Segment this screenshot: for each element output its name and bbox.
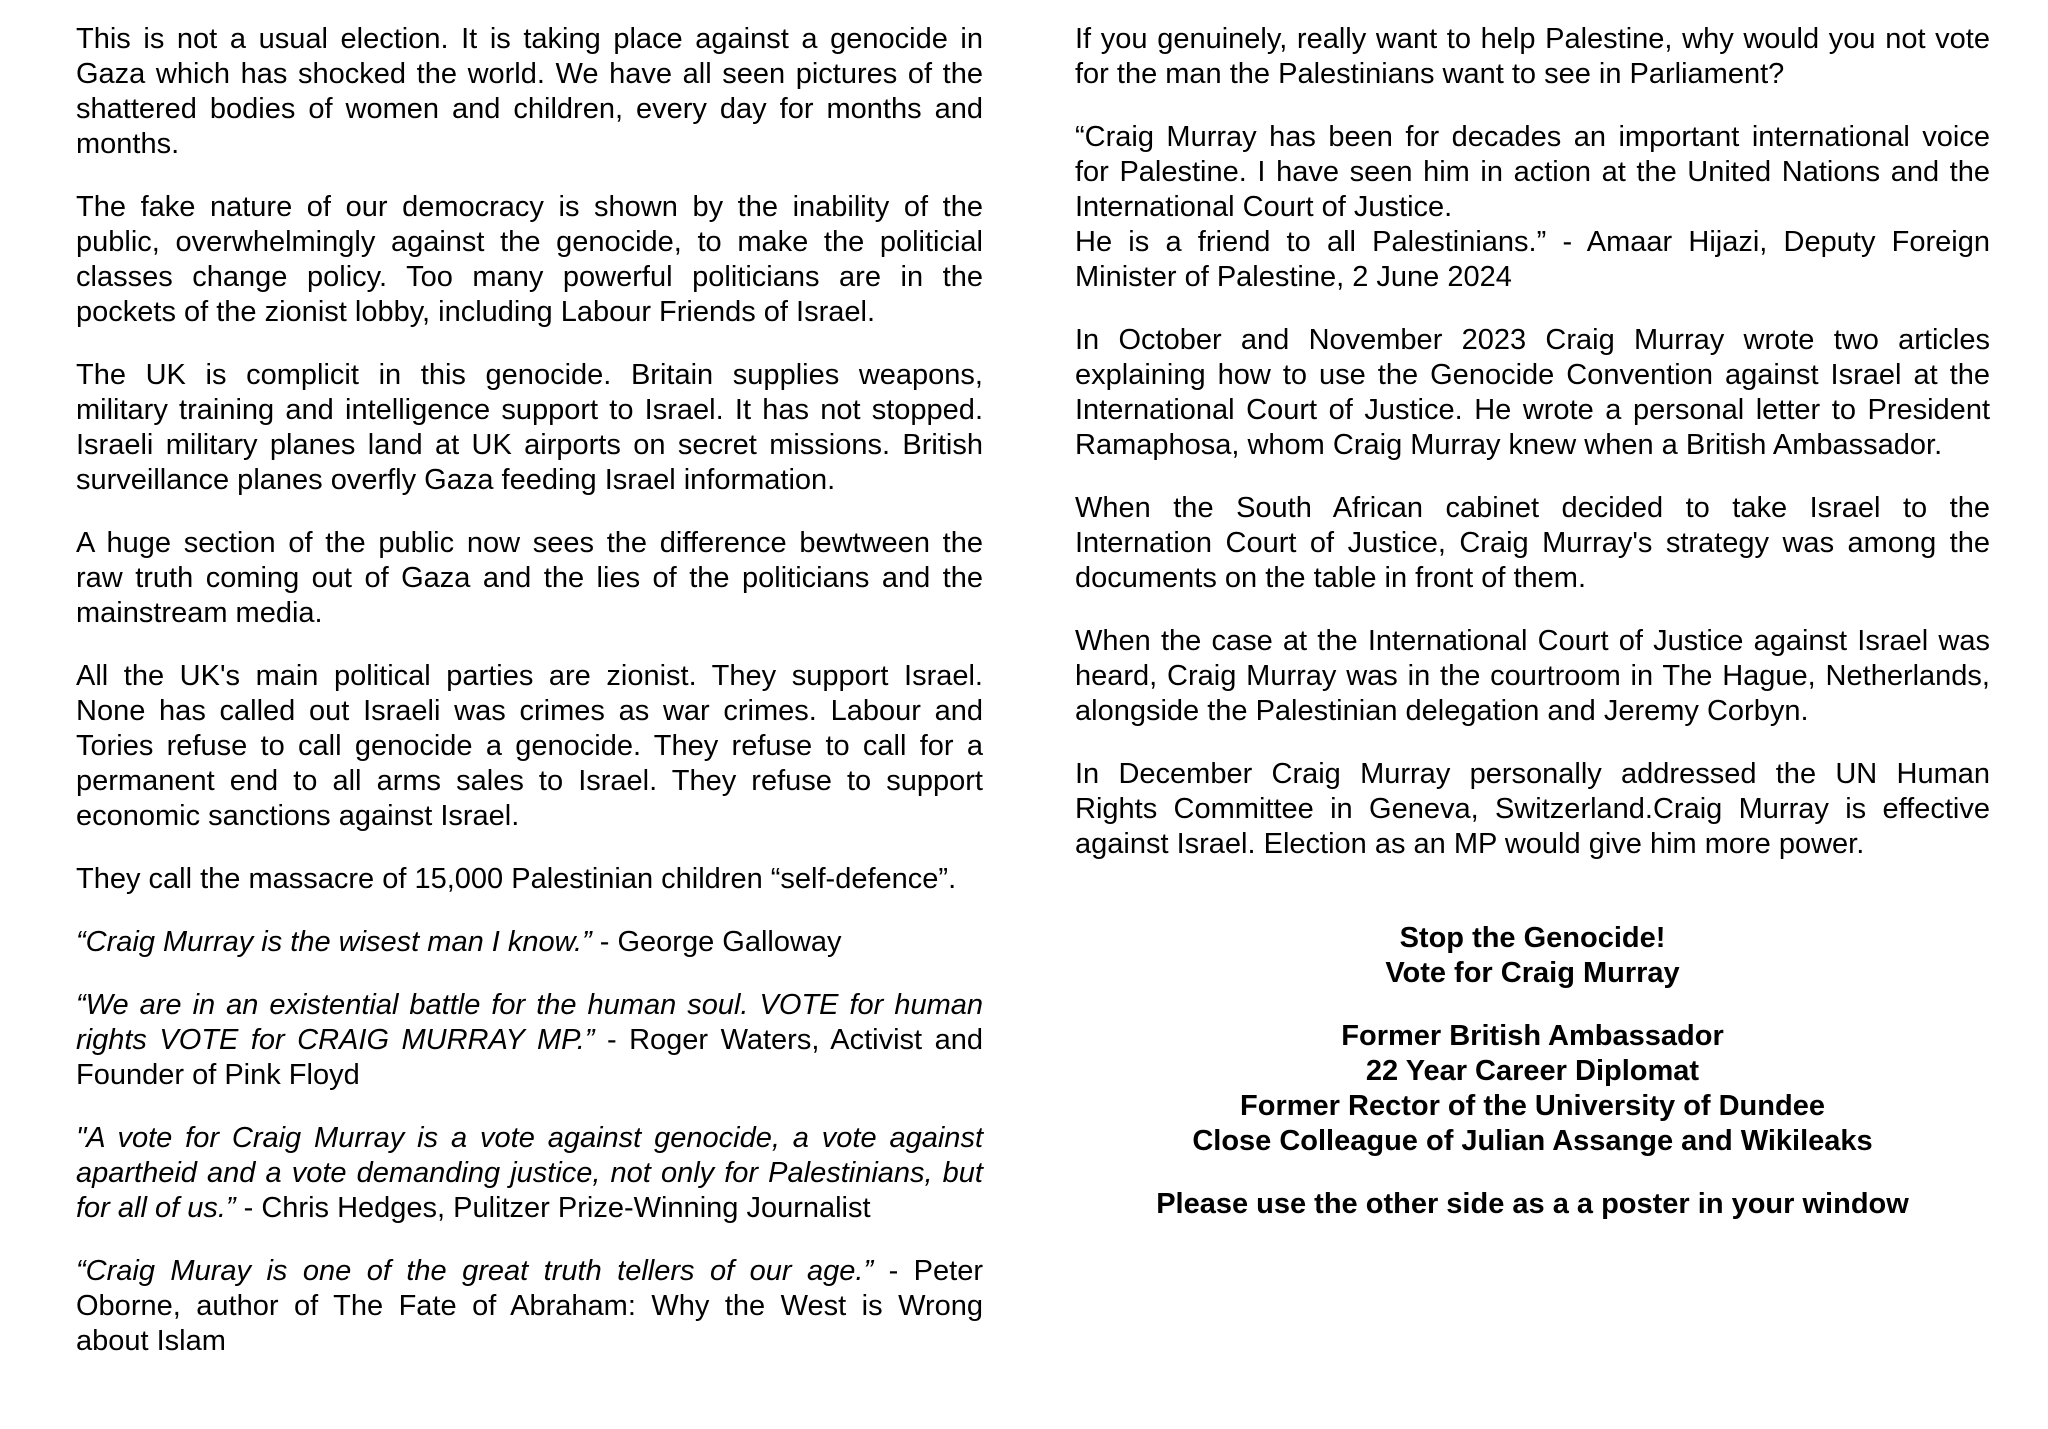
paragraph-uk-complicit: [76, 358, 983, 498]
text-line: [76, 1254, 983, 1289]
text-line: [1075, 491, 1990, 526]
text-line: [1075, 225, 1990, 260]
text-line: [76, 358, 983, 393]
text-run: Close Colleague of Julian Assange and Wikileaks: [1192, 1125, 1873, 1157]
text-run: Stop the Genocide!: [1399, 922, 1666, 954]
left-column: [76, 22, 983, 1387]
text-line: [76, 799, 983, 834]
text-run: heard, Craig Murray was in the courtroom in The Hague, Netherlands,: [1075, 660, 1990, 692]
text-line: [76, 1121, 983, 1156]
italic-text-run: apartheid and a vote demanding justice, not only for Palestinians, but: [76, 1157, 983, 1189]
text-line: [76, 659, 983, 694]
text-run: permanent end to all arms sales to Israel. They refuse to support: [76, 765, 983, 797]
paragraph-articles-2023: [1075, 323, 1990, 463]
text-run: Rights Committee in Geneva, Switzerland.Craig Murray is effective: [1075, 793, 1990, 825]
text-line: [76, 22, 983, 57]
poster-instruction: [1075, 1187, 1990, 1222]
text-line: [1075, 120, 1990, 155]
text-run: Internation Court of Justice, Craig Murray's strategy was among the: [1075, 527, 1990, 559]
text-line: [1075, 22, 1990, 57]
text-run: They call the massacre of 15,000 Palestinian children “self-defence”.: [76, 863, 957, 895]
quote-peter-oborne: [76, 1254, 983, 1359]
text-run: for Palestine. I have seen him in action at the United Nations and the: [1075, 156, 1990, 188]
text-line: [1075, 792, 1990, 827]
text-run: Founder of Pink Floyd: [76, 1059, 360, 1091]
text-line: [1075, 428, 1990, 463]
text-line: [1075, 827, 1990, 862]
text-run: Minister of Palestine, 2 June 2024: [1075, 261, 1512, 293]
right-column: [1075, 22, 1990, 1250]
text-run: International Court of Justice.: [1075, 191, 1453, 223]
text-run: Ramaphosa, whom Craig Murray knew when a British Ambassador.: [1075, 429, 1943, 461]
text-line: [1075, 155, 1990, 190]
text-line: [76, 596, 983, 631]
text-run: for the man the Palestinians want to see in Parliament?: [1075, 58, 1785, 90]
paragraph-un-human-rights: [1075, 757, 1990, 862]
text-line: [1075, 921, 1990, 956]
text-line: [1075, 260, 1990, 295]
text-run: Former Rector of the University of Dundee: [1240, 1090, 1825, 1122]
text-run: economic sanctions against Israel.: [76, 800, 520, 832]
text-run: about Islam: [76, 1325, 226, 1357]
text-line: [1075, 1187, 1990, 1222]
text-line: [76, 729, 983, 764]
text-run: This is not a usual election. It is taking place against a genocide in: [76, 23, 983, 55]
text-run: military training and intelligence support to Israel. It has not stopped.: [76, 394, 983, 426]
paragraph-self-defence: [76, 862, 983, 897]
text-run: When the South African cabinet decided to take Israel to the: [1075, 492, 1990, 524]
text-run: documents on the table in front of them.: [1075, 562, 1587, 594]
paragraph-election: [76, 22, 983, 162]
text-run: months.: [76, 128, 180, 160]
text-line: [76, 393, 983, 428]
italic-text-run: “Craig Muray is one of the great truth tellers of our age.”: [76, 1255, 874, 1287]
text-run: Tories refuse to call genocide a genocide. They refuse to call for a: [76, 730, 983, 762]
text-line: [76, 988, 983, 1023]
text-line: [76, 862, 983, 897]
credentials-list: [1075, 1019, 1990, 1159]
italic-text-run: "A vote for Craig Murray is a vote against genocide, a vote against: [76, 1122, 983, 1154]
text-run: against Israel. Election as an MP would give him more power.: [1075, 828, 1865, 860]
text-line: [76, 225, 983, 260]
text-run: shattered bodies of women and children, every day for months and: [76, 93, 983, 125]
text-line: [76, 1023, 983, 1058]
text-line: [1075, 1089, 1990, 1124]
text-line: [76, 295, 983, 330]
text-line: [76, 1156, 983, 1191]
text-run: - Peter: [873, 1255, 984, 1287]
text-run: surveillance planes overfly Gaza feeding Israel information.: [76, 464, 836, 496]
text-line: [1075, 1124, 1990, 1159]
text-line: [1075, 624, 1990, 659]
text-run: - George Galloway: [591, 926, 842, 958]
text-line: [1075, 526, 1990, 561]
italic-text-run: for all of us.”: [76, 1192, 236, 1224]
italic-text-run: rights VOTE for CRAIG MURRAY MP.”: [76, 1024, 595, 1056]
quote-george-galloway: [76, 925, 983, 960]
text-run: - Roger Waters, Activist and: [594, 1024, 983, 1056]
text-line: [76, 1058, 983, 1093]
text-line: [1075, 694, 1990, 729]
text-line: [76, 57, 983, 92]
text-line: [76, 190, 983, 225]
text-run: If you genuinely, really want to help Palestine, why would you not vote: [1075, 23, 1990, 55]
text-run: explaining how to use the Genocide Convention against Israel at the: [1075, 359, 1990, 391]
text-run: In October and November 2023 Craig Murray wrote two articles: [1075, 324, 1990, 356]
text-line: [76, 260, 983, 295]
paragraph-parties-zionist: [76, 659, 983, 834]
text-line: [1075, 358, 1990, 393]
text-run: Vote for Craig Murray: [1385, 957, 1680, 989]
text-run: mainstream media.: [76, 597, 323, 629]
text-line: [76, 526, 983, 561]
text-run: classes change policy. Too many powerful politicians are in the: [76, 261, 983, 293]
text-run: raw truth coming out of Gaza and the lies of the politicians and the: [76, 562, 983, 594]
text-run: 22 Year Career Diplomat: [1365, 1055, 1700, 1087]
text-line: [76, 1289, 983, 1324]
text-line: [76, 463, 983, 498]
text-run: A huge section of the public now sees the difference bewtween the: [76, 527, 983, 559]
text-line: [1075, 757, 1990, 792]
italic-text-run: “We are in an existential battle for the human soul. VOTE for human: [76, 989, 983, 1021]
paragraph-south-africa: [1075, 491, 1990, 596]
paragraph-icj-hearing: [1075, 624, 1990, 729]
text-run: The fake nature of our democracy is shown by the inability of the: [76, 191, 983, 223]
text-run: None has called out Israeli was crimes as war crimes. Labour and: [76, 695, 983, 727]
text-line: [1075, 57, 1990, 92]
text-run: In December Craig Murray personally addressed the UN Human: [1075, 758, 1990, 790]
text-run: Please use the other side as a a poster in your window: [1156, 1188, 1909, 1220]
text-run: When the case at the International Court of Justice against Israel was: [1075, 625, 1990, 657]
text-run: Gaza which has shocked the world. We have all seen pictures of the: [76, 58, 983, 90]
paragraph-democracy: [76, 190, 983, 330]
text-run: International Court of Justice. He wrote a personal letter to President: [1075, 394, 1990, 426]
text-line: [1075, 561, 1990, 596]
paragraph-help-palestine: [1075, 22, 1990, 92]
quote-amaar-hijazi: [1075, 120, 1990, 295]
paragraph-public-sees: [76, 526, 983, 631]
text-run: The UK is complicit in this genocide. Britain supplies weapons,: [76, 359, 983, 391]
text-run: “Craig Murray has been for decades an important international voice: [1075, 121, 1990, 153]
text-line: [76, 428, 983, 463]
text-line: [1075, 659, 1990, 694]
text-line: [76, 127, 983, 162]
text-run: public, overwhelmingly against the genocide, to make the politicial: [76, 226, 983, 258]
text-line: [76, 925, 983, 960]
text-line: [76, 561, 983, 596]
text-line: [1075, 956, 1990, 991]
text-run: Israeli military planes land at UK airports on secret missions. British: [76, 429, 983, 461]
text-run: Former British Ambassador: [1341, 1020, 1724, 1052]
quote-roger-waters: [76, 988, 983, 1093]
text-run: All the UK's main political parties are zionist. They support Israel.: [76, 660, 983, 692]
text-run: Oborne, author of The Fate of Abraham: Why the West is Wrong: [76, 1290, 983, 1322]
text-line: [1075, 393, 1990, 428]
text-line: [76, 1324, 983, 1359]
italic-text-run: “Craig Murray is the wisest man I know.”: [76, 926, 592, 958]
text-run: alongside the Palestinian delegation and Jeremy Corbyn.: [1075, 695, 1809, 727]
headline-stop-genocide: [1075, 921, 1990, 991]
text-line: [1075, 190, 1990, 225]
text-line: [1075, 323, 1990, 358]
text-line: [1075, 1054, 1990, 1089]
text-run: pockets of the zionist lobby, including Labour Friends of Israel.: [76, 296, 876, 328]
text-run: He is a friend to all Palestinians.” - Amaar Hijazi, Deputy Foreign: [1075, 226, 1990, 258]
text-line: [76, 694, 983, 729]
quote-chris-hedges: [76, 1121, 983, 1226]
text-line: [76, 764, 983, 799]
text-line: [1075, 1019, 1990, 1054]
text-run: - Chris Hedges, Pulitzer Prize-Winning Journalist: [235, 1192, 871, 1224]
text-line: [76, 92, 983, 127]
text-line: [76, 1191, 983, 1226]
